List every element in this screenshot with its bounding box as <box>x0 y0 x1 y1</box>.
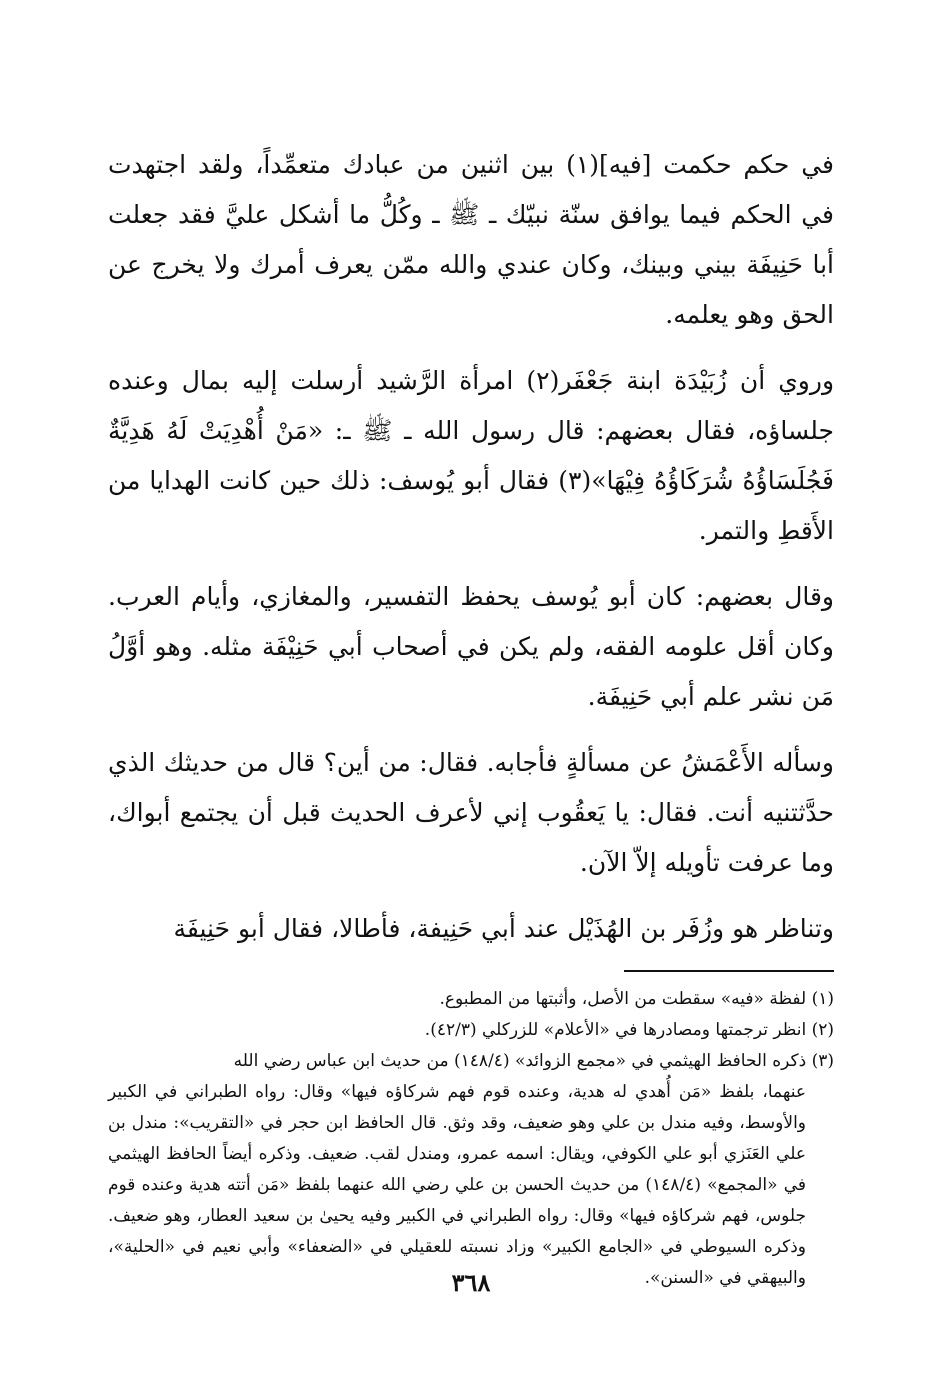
paragraph-1: في حكم حكمت [فيه](١) بين اثنين من عبادك متعمِّداً، ولقد اجتهدت في الحكم فيما يوافق سنّة نبيّك ـ ﷺ ـ وكُلُّ ما أشكل عليَّ فقد جعلت أبا حَنِيفَة بيني وبينك، وكان عندي والله ممّن يعرف أمرك ولا يخرج عن الحق وهو يعلمه. <box>108 150 834 329</box>
page-number: ٣٦٨ <box>451 1268 491 1297</box>
footnote-separator <box>624 970 834 972</box>
paragraph-5: وتناظر هو وزُفَر بن الهُذَيْل عند أبي حَنِيفة، فأطالا، فقال أبو حَنِيفَة <box>173 914 834 943</box>
footnote-2: (٢) انظر ترجمتها ومصادرها في «الأعلام» للزركلي (٤٢/٣). <box>424 1020 834 1040</box>
footnote-1: (١) لفظة «فيه» سقطت من الأصل، وأثبتها من المطبوع. <box>439 989 834 1009</box>
main-text <box>108 140 834 954</box>
paragraph-2: وروي أن زُبَيْدَة ابنة جَعْفَر(٢) امرأة الرَّشيد أرسلت إليه بمال وعنده جلساؤه، فقال بعضهم: قال رسول الله ـ ﷺ ـ: «مَنْ أُهْدِيَتْ لَهُ هَدِيَّةٌ فَجُلَسَاؤُهُ شُرَكَاؤُهُ فِيْهَا»(٣) فقال أبو يُوسف: ذلك حين كانت الهدايا من الأَقطِ والتمر. <box>108 366 835 545</box>
paragraph-4: وسأله الأَعْمَشُ عن مسألةٍ فأجابه. فقال: من أين؟ قال من حديثك الذي حدَّثتنيه أنت. فقال: يا يَعقُوب إني لأعرف الحديث قبل أن يجتمع أبواك، وما عرفت تأويله إلاّ الآن. <box>108 748 834 877</box>
book-page <box>108 140 834 1330</box>
footnote-3-first-line: (٣) ذكره الحافظ الهيثمي في «مجمع الزوائد» (١٤٨/٤) من حديث ابن عباس رضي الله <box>233 1051 834 1071</box>
paragraph-3: وقال بعضهم: كان أبو يُوسف يحفظ التفسير، والمغازي، وأيام العرب. وكان أقل علومه الفقه، ولم يكن في أصحاب أبي حَنِيْفَة مثله. وهو أوَّلُ مَن نشر علم أبي حَنِيفَة. <box>108 582 834 711</box>
footnote-3-continuation: عنهما، بلفظ «مَن أُهدي له هدية، وعنده قوم فهم شركاؤه فيها» وقال: رواه الطبراني في الكبير والأوسط، وفيه مندل بن علي وهو ضعيف، وقد وثق. قال الحافظ ابن حجر في «التقريب»: مندل بن علي العَنَزي أبو علي الكوفي، ويقال: اسمه عمرو، ومندل لقب. ضعيف. وذكره أيضاً الحافظ الهيثمي في «المجمع» (١٤٨/٤) من حديث الحسن بن علي رضي الله عنهما بلفظ «مَن أتته هدية وعنده قوم جلوس، فهم شركاؤه فيها» وقال: رواه الطبراني في الكبير وفيه يحيىٰ بن سعيد العطار، وهو ضعيف. وذكره السيوطي في «الجامع الكبير» وزاد نسبته للعقيلي في «الضعفاء» وأبي نعيم في «الحلية»، والبيهقي في «السنن». <box>108 1082 806 1288</box>
footnotes <box>108 984 834 1294</box>
